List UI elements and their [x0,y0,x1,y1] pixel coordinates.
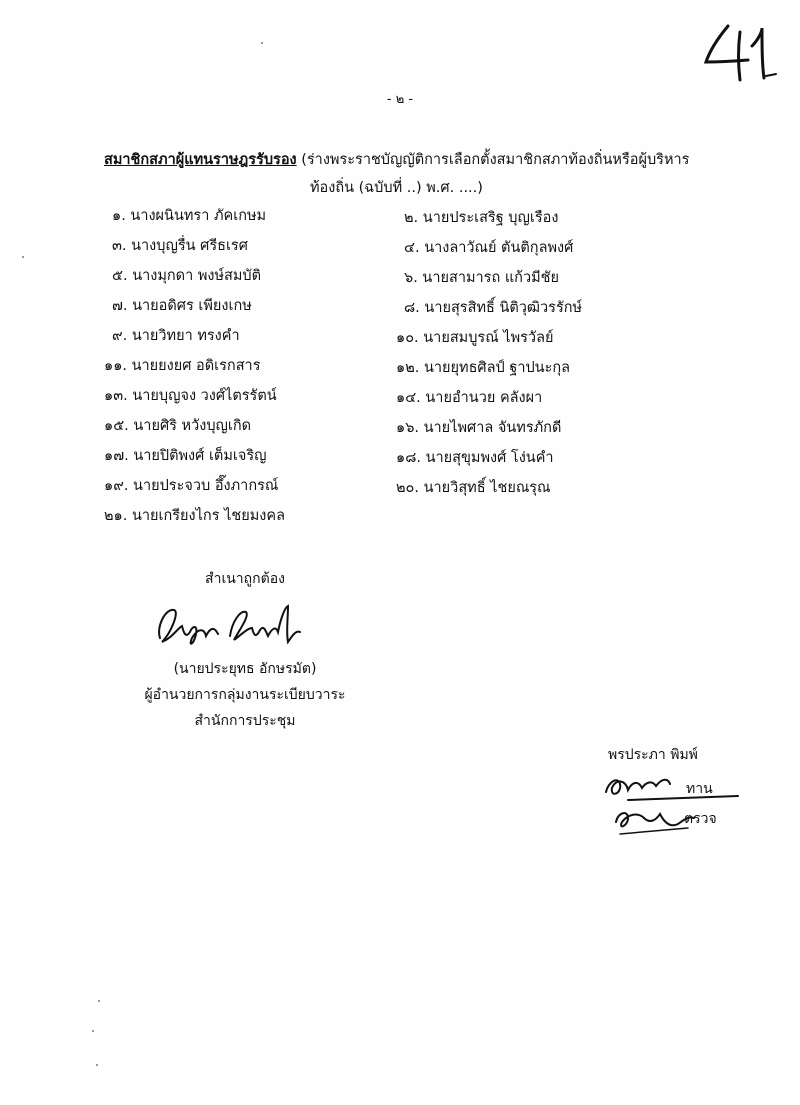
typist-line: พรประภา พิมพ์ [608,747,698,763]
member-item: ๒. นายประเสริฐ บุญเรือง [404,210,559,226]
member-item: ๓. นางบุญรื่น ศรีธเรศ [112,238,248,254]
member-item: ๑๐. นายสมบูรณ์ ไพรวัลย์ [396,330,554,346]
scan-speck [96,1064,98,1066]
handwritten-41-drawing [700,18,790,88]
member-item: ๔. นางลาวัณย์ ตันติกุลพงศ์ [404,240,574,256]
certification-block [100,566,390,734]
scan-speck [22,256,24,258]
typist-block [590,744,760,840]
member-item: ๖. นายสามารถ แก้วมีชัย [404,270,560,286]
member-item: ๙. นายวิทยา ทรงคำ [112,328,240,344]
member-item: ๑. นางผนินทรา ภัคเกษม [112,208,267,224]
member-item: ๑๓. นายบุญจง วงศ์ไตรรัตน์ [104,388,277,404]
member-item: ๕. นางมุกดา พงษ์สมบัติ [112,268,262,284]
member-item: ๑๖. นายไพศาล จันทรภักดี [396,420,562,436]
signer-office: สำนักการประชุม [194,713,296,729]
scan-speck [98,1000,100,1002]
scan-speck [92,1030,94,1032]
signer-name: (นายประยุทธ อักษรมัต) [173,661,317,677]
signature-drawing [152,598,312,654]
member-item: ๑๙. นายประจวบ อึ๊งภากรณ์ [104,478,279,494]
member-item: ๑๗. นายปิติพงศ์ เต็มเจริญ [104,448,267,464]
corner-handwritten-number [700,18,790,88]
certified-copy-text: สำเนาถูกต้อง [205,571,285,587]
initials-drawing [598,764,748,840]
certifier-signature [100,598,390,656]
member-item: ๗. นายอดิศร เพียงเกษ [112,298,252,314]
member-item: ๑๘. นายสุขุมพงศ์ โง่นคำ [396,450,554,466]
heading-description-line1: (ร่างพระราชบัญญัติการเลือกตั้งสมาชิกสภาท้องถิ่นหรือผู้บริหาร [301,152,690,168]
member-item: ๑๔. นายอำนวย คลังผา [396,390,543,406]
member-item: ๑๒. นายยุทธศิลป์ ฐาปนะกุล [396,360,571,376]
member-item: ๑๕. นายศิริ หวังบุญเกิด [104,418,252,434]
checked-label: ตรวจ [684,811,717,827]
heading-title: สมาชิกสภาผู้แทนราษฎรรับรอง [104,152,297,168]
heading-description-line2: ท้องถิ่น (ฉบับที่ ..) พ.ศ. ....) [310,180,483,196]
member-item: ๘. นายสุรสิทธิ์ นิติวุฒิวรรักษ์ [404,300,583,316]
member-item: ๒๑. นายเกรียงไกร ไชยมงคล [104,508,285,524]
member-item: ๒๐. นายวิสุทธิ์ ไชยณรุณ [396,480,551,496]
signer-position: ผู้อำนวยการกลุ่มงานระเบียบวาระ [144,687,346,703]
member-item: ๑๑. นายยงยศ อดิเรกสาร [104,358,261,374]
scan-speck [261,42,263,44]
typed-label: ทาน [686,781,713,797]
page-number: - ๒ - [386,92,414,107]
document-heading [104,146,724,202]
